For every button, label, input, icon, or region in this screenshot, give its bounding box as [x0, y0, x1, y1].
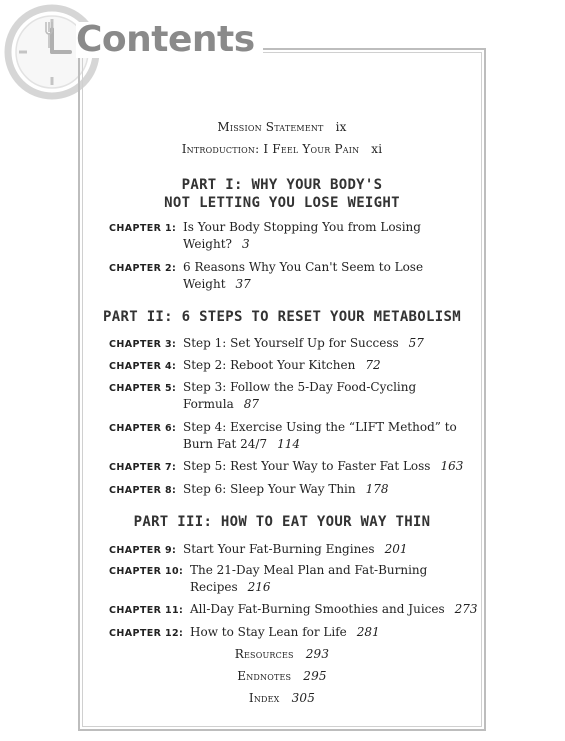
chapter-page: 281	[356, 625, 380, 639]
toc-entry-page: ix	[335, 120, 347, 134]
chapter-page: 216	[247, 580, 271, 594]
part-heading-line: PART I: WHY YOUR BODY'S	[181, 177, 383, 193]
chapter-title: The 21-Day Meal Plan and Fat-Burning	[190, 563, 428, 577]
part-heading-1	[84, 176, 480, 212]
page-title: Contents	[76, 22, 263, 58]
chapter-title-cont: Recipes	[190, 580, 238, 594]
chapter-label: CHAPTER 11:	[109, 605, 184, 616]
chapter-label: CHAPTER 3:	[109, 339, 177, 350]
chapter-label: CHAPTER 10:	[109, 566, 184, 577]
chapter-title: Is Your Body Stopping You from Losing	[183, 220, 421, 234]
chapter-page: 163	[440, 459, 464, 473]
chapter-title: Step 5: Rest Your Way to Faster Fat Loss	[183, 459, 431, 473]
toc-entry-resources[interactable]	[84, 647, 480, 661]
toc-entry-page: 295	[303, 669, 327, 683]
toc-entry-index[interactable]	[84, 691, 480, 705]
chapter-title: Step 1: Set Yourself Up for Success	[183, 336, 399, 350]
chapter-label: CHAPTER 9:	[109, 545, 177, 556]
chapter-page: 87	[243, 397, 260, 411]
chapter-title: All-Day Fat-Burning Smoothies and Juices	[190, 602, 445, 616]
part-heading-2	[84, 308, 480, 326]
chapter-label: CHAPTER 8:	[109, 485, 177, 496]
chapter-title: Step 6: Sleep Your Way Thin	[183, 482, 356, 496]
chapter-title: Step 2: Reboot Your Kitchen	[183, 358, 356, 372]
toc-entry-page: 293	[305, 647, 330, 661]
chapter-title: Start Your Fat-Burning Engines	[183, 542, 375, 556]
chapter-title: How to Stay Lean for Life	[190, 625, 347, 639]
chapter-label: CHAPTER 12:	[109, 628, 184, 639]
chapter-title: Step 3: Follow the 5-Day Food-Cycling	[183, 380, 417, 394]
chapter-label: CHAPTER 5:	[109, 383, 177, 394]
chapter-page: 273	[454, 602, 478, 616]
chapter-label: CHAPTER 2:	[109, 263, 177, 274]
toc-entry-label: Mission Statement	[217, 120, 324, 134]
part-heading-line: NOT LETTING YOU LOSE WEIGHT	[164, 195, 400, 211]
chapter-label: CHAPTER 1:	[109, 223, 177, 234]
chapter-title-cont: Formula	[183, 397, 234, 411]
part-heading-line: PART III: HOW TO EAT YOUR WAY THIN	[133, 514, 431, 530]
chapter-label: CHAPTER 6:	[109, 423, 177, 434]
chapter-page: 57	[408, 336, 424, 350]
chapter-label: CHAPTER 7:	[109, 462, 177, 473]
toc-entry-label: Introduction: I Feel Your Pain	[181, 142, 360, 156]
toc-content	[84, 56, 480, 726]
chapter-title-cont: Weight	[183, 277, 226, 291]
chapter-page: 3	[241, 237, 250, 251]
toc-entry-endnotes[interactable]	[84, 669, 480, 683]
chapter-page: 201	[384, 542, 408, 556]
chapter-page: 72	[365, 358, 381, 372]
part-heading-3	[84, 513, 480, 531]
chapter-label: CHAPTER 4:	[109, 361, 177, 372]
toc-entry-label: Endnotes	[237, 669, 292, 683]
toc-entry-mission-statement[interactable]	[84, 120, 480, 134]
toc-entry-label: Resources	[234, 647, 294, 661]
toc-entry-page: xi	[371, 142, 383, 156]
chapter-page: 178	[365, 482, 389, 496]
part-heading-line: PART II: 6 STEPS TO RESET YOUR METABOLISM	[103, 309, 461, 325]
chapter-page: 114	[277, 437, 300, 451]
chapter-title-cont: Burn Fat 24/7	[183, 437, 268, 451]
chapter-title: 6 Reasons Why You Can't Seem to Lose	[183, 260, 424, 274]
chapter-title-cont: Weight?	[183, 237, 232, 251]
toc-entry-page: 305	[291, 691, 316, 705]
chapter-page: 37	[235, 277, 251, 291]
toc-entry-introduction[interactable]	[84, 142, 480, 156]
chapter-title: Step 4: Exercise Using the “LIFT Method” to	[183, 420, 457, 434]
toc-entry-label: Index	[248, 691, 280, 705]
